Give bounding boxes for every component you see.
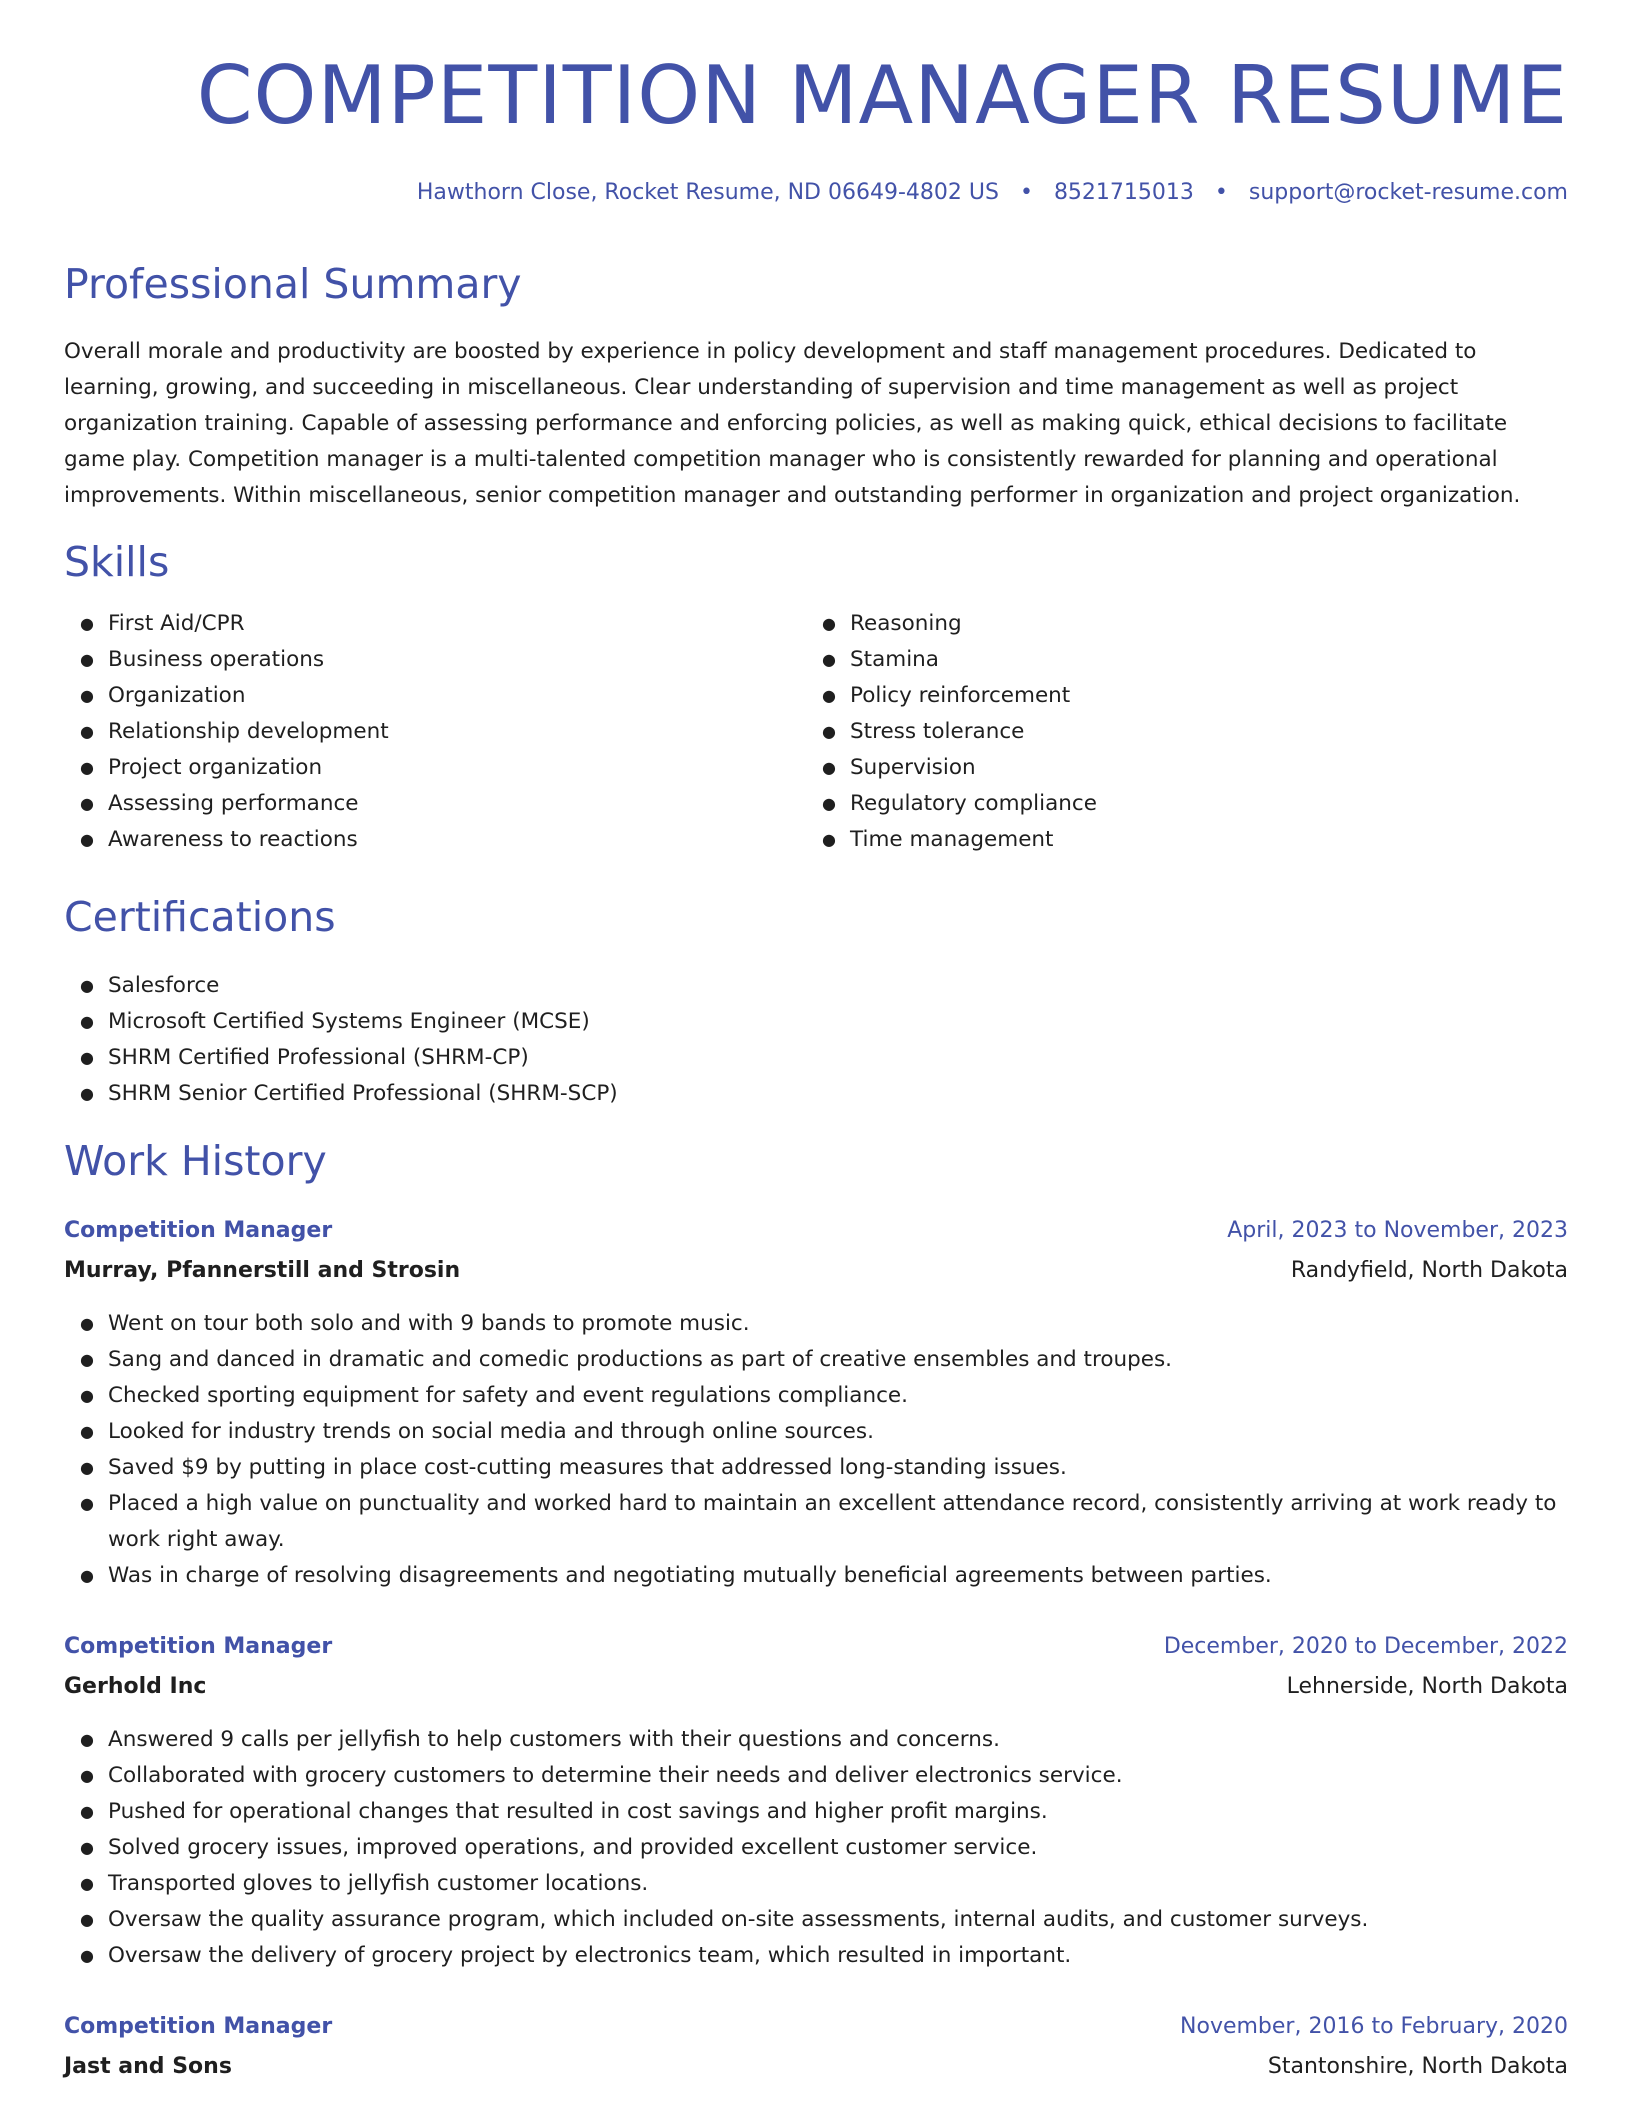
contact-line (417, 180, 1568, 205)
skill-item: ● First Aid/CPR (64, 606, 764, 642)
job-company: Murray, Pfannerstill and Strosin (64, 1258, 461, 1283)
job-dates: April, 2023 to November, 2023 (1227, 1218, 1568, 1243)
job-title: Competition Manager (64, 1634, 333, 1659)
certification-item: ● Salesforce (64, 968, 1568, 1004)
bullet-icon: ● (80, 614, 94, 633)
job-bullet: ● Answered 9 calls per jellyfish to help customers with their questions and concerns. (64, 1722, 1568, 1758)
skill-item: ● Project organization (64, 750, 764, 786)
bullet-icon: ● (80, 1730, 94, 1749)
job-bullet: ● Solved grocery issues, improved operations, and provided excellent customer service. (64, 1830, 1568, 1866)
bullet-icon: ● (80, 1946, 94, 1965)
bullet-icon: ● (80, 1802, 94, 1821)
summary-text: Overall morale and productivity are boosted by experience in policy development and staff management procedures. Dedicated to learning, growing, and succeeding in miscellaneous. Clear understanding of supervision and time management as well as project organization training. Capable of assessing performance and enforcing policies, as well as making quick, ethical decisions to facilitate game play. Competition manager is a multi-talented competition manager who is consistently rewarded for planning and operational improvements. Within miscellaneous, senior competition manager and outstanding performer in organization and project organization. (64, 339, 1521, 508)
skills-heading: Skills (64, 538, 170, 586)
certification-item: ● SHRM Certified Professional (SHRM-CP) (64, 1040, 1568, 1076)
job-dates: November, 2016 to February, 2020 (1180, 2014, 1568, 2039)
skill-item: ● Regulatory compliance (806, 786, 1506, 822)
bullet-icon: ● (80, 1838, 94, 1857)
job-company: Jast and Sons (64, 2054, 232, 2079)
job-bullet: ● Went on tour both solo and with 9 bands to promote music. (64, 1306, 1568, 1342)
skills-list-right (806, 606, 1506, 858)
bullet-icon: ● (80, 1084, 94, 1103)
job-company-row (64, 1251, 1568, 1291)
contact-address: Hawthorn Close, Rocket Resume, ND 06649-4802 US (416, 180, 999, 205)
bullet-icon: ● (80, 1494, 94, 1513)
bullet-icon: ● (822, 650, 836, 669)
job-entry-header (64, 1211, 1568, 1291)
bullet-icon: ● (822, 686, 836, 705)
bullet-icon: ● (80, 1766, 94, 1785)
skill-item: ● Business operations (64, 642, 764, 678)
bullet-icon: ● (80, 976, 94, 995)
summary-heading: Professional Summary (64, 260, 522, 308)
skill-item: ● Stamina (806, 642, 1506, 678)
job-title-row (64, 1211, 1568, 1251)
job-bullet: ● Saved $9 by putting in place cost-cutting measures that addressed long-standing issues. (64, 1450, 1568, 1486)
bullet-icon: ● (80, 1350, 94, 1369)
certifications-list (64, 968, 1568, 1112)
job-bullet: ● Oversaw the delivery of grocery project by electronics team, which resulted in important. (64, 1938, 1568, 1974)
job-bullets (64, 1722, 1568, 1974)
job-company: Gerhold Inc (64, 1674, 207, 1699)
bullet-icon: ● (80, 1910, 94, 1929)
bullet-icon: ● (822, 722, 836, 741)
job-bullet: ● Transported gloves to jellyfish customer locations. (64, 1866, 1568, 1902)
job-title-row (64, 2007, 1568, 2047)
job-bullet: ● Checked sporting equipment for safety and event regulations compliance. (64, 1378, 1568, 1414)
bullet-icon: ● (80, 1874, 94, 1893)
bullet-icon: ● (80, 1012, 94, 1031)
job-entry-header (64, 1627, 1568, 1707)
job-title: Competition Manager (64, 1218, 333, 1243)
skills-list-left (64, 606, 764, 858)
bullet-icon: ● (80, 1048, 94, 1067)
skill-item: ● Assessing performance (64, 786, 764, 822)
job-bullet: ● Placed a high value on punctuality and worked hard to maintain an excellent attendance record, consistently arriving at work ready to work right away. (64, 1486, 1568, 1558)
bullet-icon: ● (80, 1314, 94, 1333)
job-bullet: ● Collaborated with grocery customers to determine their needs and deliver electronics service. (64, 1758, 1568, 1794)
job-bullet: ● Pushed for operational changes that resulted in cost savings and higher profit margins. (64, 1794, 1568, 1830)
bullet-icon: ● (80, 758, 94, 777)
bullet-icon: ● (80, 1386, 94, 1405)
bullet-icon: ● (822, 758, 836, 777)
job-dates: December, 2020 to December, 2022 (1163, 1634, 1568, 1659)
job-bullet: ● Was in charge of resolving disagreements and negotiating mutually beneficial agreements between parties. (64, 1558, 1568, 1594)
bullet-icon: ● (80, 794, 94, 813)
skill-item: ● Policy reinforcement (806, 678, 1506, 714)
bullet-icon: ● (80, 686, 94, 705)
contact-phone: 8521715013 (1053, 180, 1194, 205)
contact-separator: • (1019, 180, 1033, 205)
bullet-icon: ● (80, 650, 94, 669)
job-entry-header (64, 2007, 1568, 2087)
bullet-icon: ● (80, 722, 94, 741)
job-location: Randyfield, North Dakota (1290, 1258, 1568, 1283)
job-location: Stantonshire, North Dakota (1267, 2054, 1568, 2079)
job-bullet: ● Oversaw the quality assurance program, which included on-site assessments, internal audits, and customer surveys. (64, 1902, 1568, 1938)
work-history-heading: Work History (64, 1137, 327, 1185)
resume-title: COMPETITION MANAGER RESUME (196, 49, 1568, 142)
skill-item: ● Reasoning (806, 606, 1506, 642)
bullet-icon: ● (822, 614, 836, 633)
skill-item: ● Time management (806, 822, 1506, 858)
job-company-row (64, 2047, 1568, 2087)
skill-item: ● Relationship development (64, 714, 764, 750)
contact-email: support@rocket-resume.com (1248, 180, 1568, 205)
job-title: Competition Manager (64, 2014, 333, 2039)
certification-item: ● SHRM Senior Certified Professional (SHRM-SCP) (64, 1076, 1568, 1112)
bullet-icon: ● (80, 1566, 94, 1585)
job-bullets (64, 1306, 1568, 1594)
bullet-icon: ● (80, 1422, 94, 1441)
job-company-row (64, 1667, 1568, 1707)
job-bullet: ● Sang and danced in dramatic and comedic productions as part of creative ensembles and troupes. (64, 1342, 1568, 1378)
certifications-heading: Certifications (64, 893, 336, 941)
job-location: Lehnerside, North Dakota (1286, 1674, 1568, 1699)
bullet-icon: ● (80, 830, 94, 849)
bullet-icon: ● (822, 794, 836, 813)
skill-item: ● Stress tolerance (806, 714, 1506, 750)
skill-item: ● Supervision (806, 750, 1506, 786)
skill-item: ● Awareness to reactions (64, 822, 764, 858)
contact-separator: • (1214, 180, 1228, 205)
job-title-row (64, 1627, 1568, 1667)
certification-item: ● Microsoft Certified Systems Engineer (MCSE) (64, 1004, 1568, 1040)
bullet-icon: ● (80, 1458, 94, 1477)
skill-item: ● Organization (64, 678, 764, 714)
job-bullet: ● Looked for industry trends on social media and through online sources. (64, 1414, 1568, 1450)
bullet-icon: ● (822, 830, 836, 849)
